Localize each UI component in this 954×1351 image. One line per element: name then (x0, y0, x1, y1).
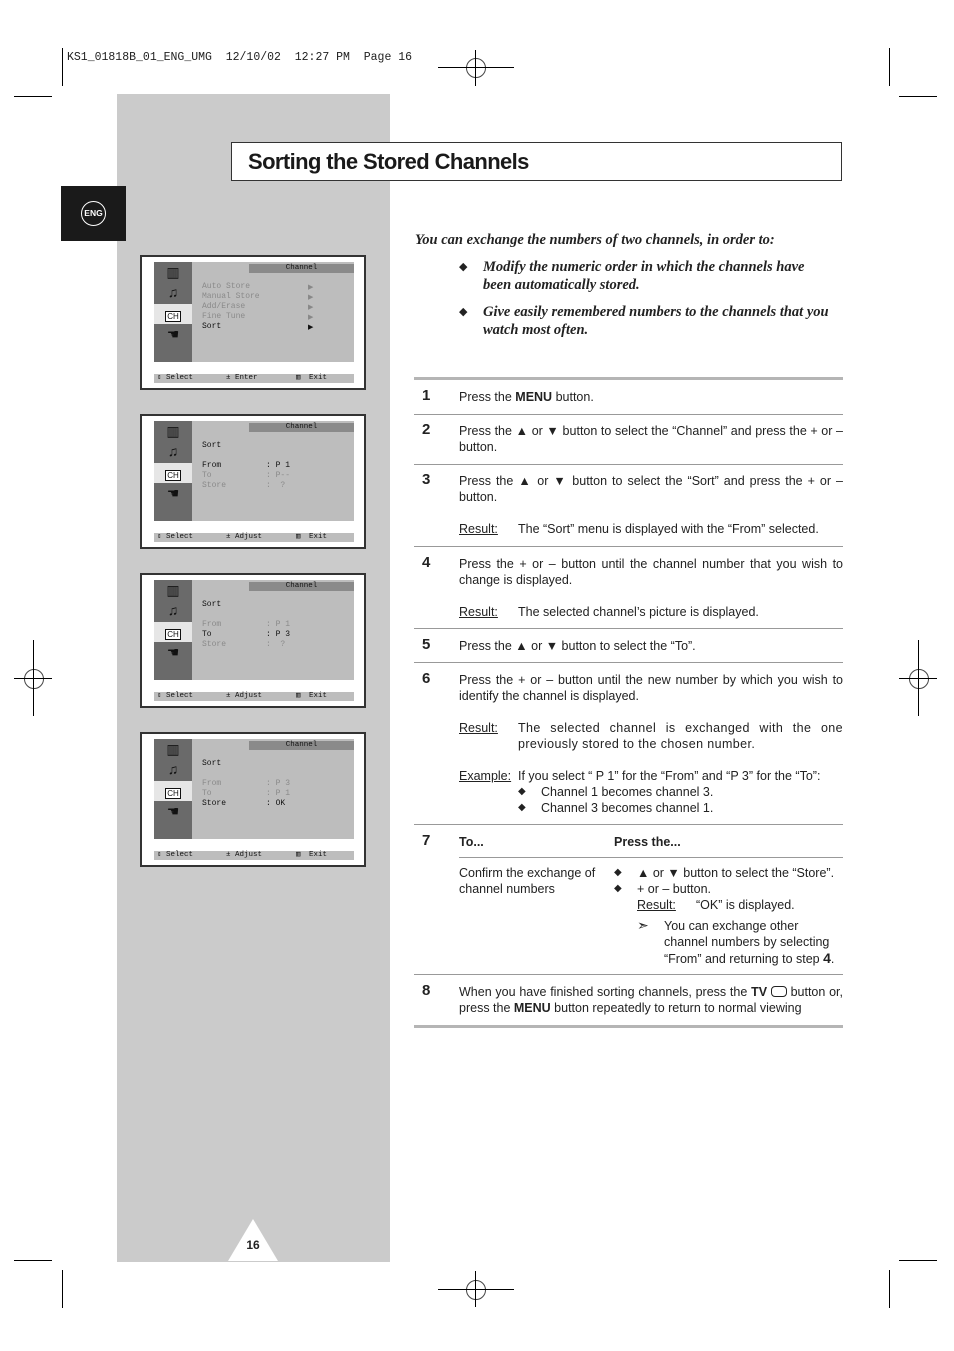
picture-icon: ▥ (166, 264, 180, 280)
plusminus-icon: ± (226, 851, 231, 859)
registration-mark (466, 58, 486, 78)
divider (414, 628, 843, 629)
result-text: The selected channel is exchanged with the one previously stored to the chosen number. (518, 721, 843, 751)
sort-row-store (202, 799, 286, 808)
sort-row-to (202, 471, 291, 480)
note-text (664, 918, 842, 967)
sort-row-store (202, 640, 286, 649)
text-run: Press the (459, 390, 516, 404)
step-number: 3 (422, 471, 431, 488)
setup-hand-icon: ☚ (166, 803, 180, 819)
submenu-arrow-icon: ▶ (308, 324, 314, 331)
osd-screen (154, 262, 354, 362)
channel-icon: CH (154, 781, 192, 801)
result-label: Result: (637, 898, 676, 912)
crop-mark (475, 50, 476, 86)
to-text: Confirm the exchange of channel numbers (459, 866, 596, 896)
example-text: If you select “ P 1” for the “From” and “P 3” for the “To”: (518, 769, 821, 783)
row-label: To (202, 789, 212, 798)
text-run: When you have finished sorting channels, press the (459, 985, 752, 999)
row-label: Store (202, 481, 227, 490)
crop-mark (14, 96, 52, 97)
picture-icon: ▥ (166, 582, 180, 598)
title-box (231, 142, 842, 181)
submenu-arrow-icon: ▶ (308, 294, 314, 301)
row-label: Store (202, 640, 227, 649)
osd-icon-column (154, 262, 192, 362)
row-value: : P 1 (266, 789, 291, 798)
updown-icon: ⇕ (157, 533, 162, 541)
registration-mark (466, 1280, 486, 1300)
osd-footer (154, 533, 354, 542)
result-label: Result: (459, 605, 498, 619)
sound-icon: ♫ (167, 443, 179, 459)
page-number: 16 (246, 1238, 260, 1252)
menu-icon: ▥ (296, 533, 301, 541)
footer-adjust: Adjust (235, 851, 263, 859)
osd-panel-sort-store (140, 732, 366, 867)
diamond-bullet-icon: ◆ (518, 786, 526, 797)
sort-row-to (202, 789, 291, 798)
osd-icon-column (154, 421, 192, 521)
language-badge: ENG (81, 201, 106, 226)
osd-screen (154, 580, 354, 680)
updown-icon: ⇕ (157, 692, 162, 700)
divider (414, 974, 843, 975)
footer-enter: Enter (235, 374, 258, 382)
crop-mark (889, 48, 890, 86)
sort-heading: Sort (202, 759, 222, 768)
channel-icon: CH (154, 622, 192, 642)
press-item: + or – button. (637, 882, 712, 896)
sort-row-from (202, 461, 291, 470)
footer-select: Select (166, 692, 194, 700)
picture-icon: ▥ (166, 423, 180, 439)
divider (414, 824, 843, 825)
divider (459, 857, 843, 858)
osd-footer (154, 851, 354, 860)
sort-row-to (202, 630, 291, 639)
updown-icon: ⇕ (157, 374, 162, 382)
channel-icon: CH (154, 304, 192, 324)
crop-mark (899, 96, 937, 97)
menu-icon: ▥ (296, 374, 301, 382)
row-value: : P 1 (266, 620, 291, 629)
osd-screen (154, 739, 354, 839)
step-number: 2 (422, 421, 431, 438)
sort-row-from (202, 620, 291, 629)
text-run: button. (552, 390, 594, 404)
step-number: 1 (422, 387, 431, 404)
page-title: Sorting the Stored Channels (248, 149, 529, 174)
crop-mark (918, 640, 919, 716)
crop-mark (14, 1260, 52, 1261)
intro-text: You can exchange the numbers of two channels, in order to: (415, 232, 775, 248)
diamond-bullet-icon: ◆ (459, 261, 468, 273)
registration-mark (909, 669, 929, 689)
divider (414, 662, 843, 663)
sort-heading: Sort (202, 441, 222, 450)
intro-bullet: Modify the numeric order in which the channels have been automatically stored. (483, 259, 805, 293)
step-ref: 4 (823, 950, 831, 966)
footer-exit: Exit (309, 533, 328, 541)
result-label: Result: (459, 721, 498, 735)
osd-header: Channel (249, 264, 354, 273)
sound-icon: ♫ (167, 284, 179, 300)
crop-mark (475, 1271, 476, 1307)
divider (414, 1025, 843, 1028)
column-header-to: To... (459, 835, 484, 849)
tv-button-icon (771, 986, 787, 997)
row-label: From (202, 620, 222, 629)
text-run: You can exchange other channel numbers by selecting “From” and returning to step (664, 919, 830, 966)
plusminus-icon: ± (226, 533, 231, 541)
crop-mark (62, 1270, 63, 1308)
footer-exit: Exit (309, 374, 328, 382)
footer-select: Select (166, 851, 194, 859)
text-run: button repeatedly to return to normal viewing (550, 1001, 802, 1015)
divider (414, 414, 843, 415)
row-label: To (202, 471, 212, 480)
tv-button-label: TV (751, 985, 768, 999)
setup-hand-icon: ☚ (166, 326, 180, 342)
submenu-arrow-icon: ▶ (308, 314, 314, 321)
setup-hand-icon: ☚ (166, 485, 180, 501)
updown-icon: ⇕ (157, 851, 162, 859)
diamond-bullet-icon: ◆ (614, 867, 622, 878)
result-text: “OK” is displayed. (696, 898, 795, 912)
crop-mark (33, 640, 34, 716)
setup-hand-icon: ☚ (166, 644, 180, 660)
step-text: Press the ▲ or ▼ button to select the “Channel” and press the + or – button. (459, 424, 843, 454)
crop-mark (889, 1270, 890, 1308)
sort-row-from (202, 779, 291, 788)
row-value: : P 3 (266, 779, 291, 788)
sort-heading: Sort (202, 600, 222, 609)
osd-footer (154, 692, 354, 701)
sound-icon: ♫ (167, 602, 179, 618)
note-arrow-icon: ➣ (637, 917, 649, 933)
row-label: To (202, 630, 212, 639)
menu-icon: ▥ (296, 692, 301, 700)
example-item: Channel 3 becomes channel 1. (541, 801, 714, 815)
submenu-arrow-icon: ▶ (308, 304, 314, 311)
press-item: ▲ or ▼ button to select the “Store”. (637, 866, 835, 880)
picture-icon: ▥ (166, 741, 180, 757)
plusminus-icon: ± (226, 692, 231, 700)
row-label: From (202, 779, 222, 788)
step-text: Press the + or – button until the new number by which you wish to identify the channel is displayed. (459, 673, 843, 703)
footer-adjust: Adjust (235, 533, 263, 541)
footer-adjust: Adjust (235, 692, 263, 700)
osd-panel-sort-to (140, 573, 366, 708)
diamond-bullet-icon: ◆ (459, 306, 468, 318)
step-text: Press the ▲ or ▼ button to select the “Sort” and press the + or – button. (459, 474, 843, 504)
menu-item: Add/Erase (202, 302, 246, 311)
osd-panel-channel-menu (140, 255, 366, 390)
text-run: button or, press the (459, 985, 843, 1015)
row-value: : ? (266, 640, 286, 649)
intro-bullet: Give easily remembered numbers to the channels that you watch most often. (483, 304, 829, 338)
osd-header: Channel (249, 423, 354, 432)
diamond-bullet-icon: ◆ (518, 802, 526, 813)
submenu-arrow-icon: ▶ (308, 284, 314, 291)
step-text (459, 389, 843, 405)
row-value: : P 3 (266, 630, 291, 639)
result-text: The selected channel’s picture is displayed. (518, 605, 759, 619)
text-run: . (830, 952, 835, 966)
divider (414, 377, 843, 380)
step-number: 4 (422, 554, 431, 571)
registration-mark (24, 669, 44, 689)
step-text: Press the + or – button until the channel number that you wish to change is displayed. (459, 557, 843, 587)
result-label: Result: (459, 522, 498, 536)
crop-mark (899, 1260, 937, 1261)
row-value: : ? (266, 481, 286, 490)
step-number: 5 (422, 636, 431, 653)
osd-screen (154, 421, 354, 521)
footer-select: Select (166, 533, 194, 541)
menu-icon: ▥ (296, 851, 301, 859)
row-value: : P-- (266, 471, 291, 480)
crop-mark (438, 1289, 514, 1290)
diamond-bullet-icon: ◆ (614, 883, 622, 894)
divider (414, 464, 843, 465)
footer-exit: Exit (309, 851, 328, 859)
divider (414, 546, 843, 547)
step-number: 6 (422, 670, 431, 687)
osd-icon-column (154, 580, 192, 680)
language-tab (61, 186, 126, 241)
row-value: : OK (266, 799, 286, 808)
channel-icon: CH (154, 463, 192, 483)
osd-header: Channel (249, 582, 354, 591)
column-header-press: Press the... (614, 835, 681, 849)
osd-footer (154, 374, 354, 383)
print-slug: KS1_01818B_01_ENG_UMG 12/10/02 12:27 PM Page 16 (67, 51, 413, 64)
sort-row-store (202, 481, 286, 490)
plusminus-icon: ± (226, 374, 231, 382)
step-number: 7 (422, 832, 431, 849)
sound-icon: ♫ (167, 761, 179, 777)
osd-panel-sort-from (140, 414, 366, 549)
row-label: Store (202, 799, 227, 808)
step-text (459, 984, 843, 1016)
row-label: From (202, 461, 222, 470)
example-item: Channel 1 becomes channel 3. (541, 785, 714, 799)
row-value: : P 1 (266, 461, 291, 470)
crop-mark (438, 67, 514, 68)
footer-select: Select (166, 374, 194, 382)
menu-item: Auto Store (202, 282, 251, 291)
footer-exit: Exit (309, 692, 328, 700)
step-number: 8 (422, 982, 431, 999)
result-text: The “Sort” menu is displayed with the “From” selected. (518, 522, 819, 536)
menu-item: Fine Tune (202, 312, 246, 321)
example-label: Example: (459, 769, 512, 783)
osd-header: Channel (249, 741, 354, 750)
menu-button-label: MENU (513, 1001, 551, 1015)
menu-item-selected: Sort (202, 322, 222, 331)
osd-icon-column (154, 739, 192, 839)
menu-item: Manual Store (202, 292, 260, 301)
step-text: Press the ▲ or ▼ button to select the “To”. (459, 639, 696, 653)
menu-button-label: MENU (515, 390, 553, 404)
crop-mark (62, 48, 63, 86)
